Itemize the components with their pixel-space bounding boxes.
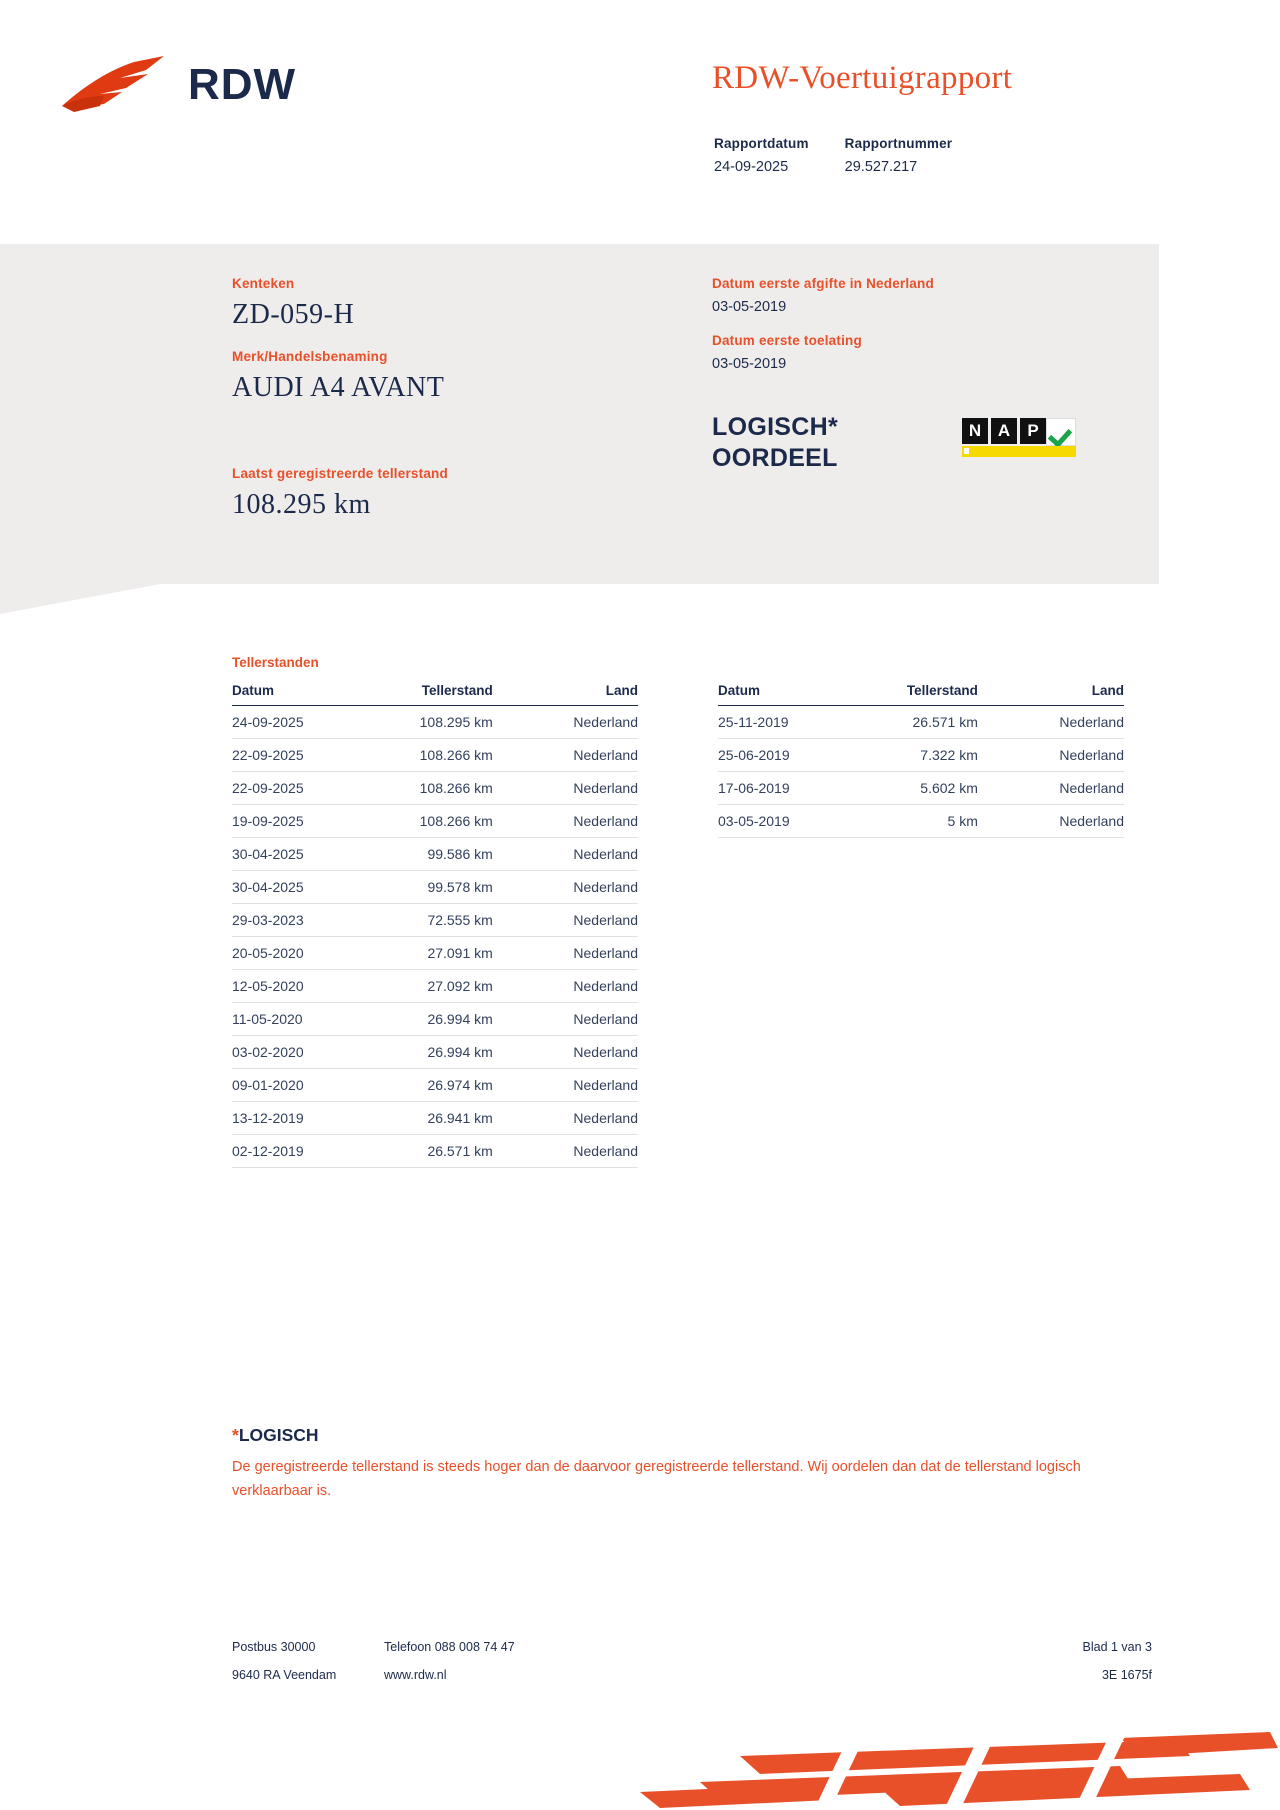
- cell-datum: 09-01-2020: [232, 1069, 349, 1102]
- cell-tellerstand: 26.994 km: [349, 1036, 533, 1069]
- nap-letters: [962, 418, 1046, 444]
- tellerstanden-title: Tellerstanden: [232, 655, 319, 670]
- cell-land: Nederland: [533, 1069, 638, 1102]
- report-number-value: 29.527.217: [844, 159, 918, 175]
- footnote-title-text: LOGISCH: [238, 1425, 319, 1445]
- eerste-toelating-value: 03-05-2019: [712, 356, 787, 372]
- nap-white-dot: [964, 448, 969, 454]
- cell-land: Nederland: [533, 1036, 638, 1069]
- cell-datum: 30-04-2025: [232, 871, 349, 904]
- table-row: [232, 904, 638, 937]
- table-row: [232, 1102, 638, 1135]
- cell-datum: 30-04-2025: [232, 838, 349, 871]
- table-row: [718, 706, 1124, 739]
- vehicle-summary-panel: [0, 244, 1159, 584]
- column-header-tellerstand: Tellerstand: [349, 679, 533, 706]
- footnote-title: [232, 1425, 1162, 1446]
- nap-letter-a: A: [991, 418, 1017, 444]
- cell-tellerstand: 27.091 km: [349, 937, 533, 970]
- cell-datum: 25-11-2019: [718, 706, 836, 739]
- column-header-land: Land: [1018, 679, 1124, 706]
- cell-tellerstand: 26.974 km: [349, 1069, 533, 1102]
- cell-land: Nederland: [533, 838, 638, 871]
- cell-land: Nederland: [533, 772, 638, 805]
- nap-yellow-bar: [962, 446, 1076, 457]
- odometer-right-body: [718, 706, 1124, 838]
- cell-tellerstand: 99.586 km: [349, 838, 533, 871]
- cell-land: Nederland: [533, 1102, 638, 1135]
- cell-land: Nederland: [533, 937, 638, 970]
- table-row: [232, 1069, 638, 1102]
- odometer-table-right: [718, 679, 1124, 838]
- table-row: [232, 871, 638, 904]
- cell-land: Nederland: [533, 904, 638, 937]
- column-header-land: Land: [533, 679, 638, 706]
- cell-datum: 20-05-2020: [232, 937, 349, 970]
- column-header-tellerstand: Tellerstand: [836, 679, 1018, 706]
- table-row: [232, 772, 638, 805]
- cell-datum: 03-05-2019: [718, 805, 836, 838]
- cell-land: Nederland: [1018, 739, 1124, 772]
- table-row: [232, 937, 638, 970]
- table-row: [718, 772, 1124, 805]
- cell-tellerstand: 72.555 km: [349, 904, 533, 937]
- footer-row-2: [232, 1668, 1152, 1682]
- cell-land: Nederland: [533, 970, 638, 1003]
- column-header-datum: Datum: [718, 679, 836, 706]
- merk-value: AUDI A4 AVANT: [232, 372, 445, 403]
- rdw-logo: [60, 50, 296, 120]
- cell-tellerstand: 5 km: [836, 805, 1018, 838]
- cell-datum: 12-05-2020: [232, 970, 349, 1003]
- report-number-block: [845, 136, 953, 175]
- odometer-table-left: [232, 679, 638, 1168]
- cell-datum: 25-06-2019: [718, 739, 836, 772]
- cell-tellerstand: 7.322 km: [836, 739, 1018, 772]
- cell-land: Nederland: [1018, 706, 1124, 739]
- vehicle-identity-column: [232, 276, 652, 521]
- table-row: [232, 970, 638, 1003]
- report-date-value: 24-09-2025: [714, 159, 789, 175]
- cell-tellerstand: 26.571 km: [349, 1135, 533, 1168]
- cell-land: Nederland: [533, 1003, 638, 1036]
- table-row: [232, 1036, 638, 1069]
- cell-datum: 13-12-2019: [232, 1102, 349, 1135]
- table-row: [718, 739, 1124, 772]
- cell-tellerstand: 108.266 km: [349, 805, 533, 838]
- footer-row-1: [232, 1640, 1152, 1654]
- panel-corner-notch: [0, 584, 160, 614]
- table-row: [718, 805, 1124, 838]
- document-footer: [232, 1640, 1152, 1696]
- cell-datum: 02-12-2019: [232, 1135, 349, 1168]
- cell-datum: 11-05-2020: [232, 1003, 349, 1036]
- cell-tellerstand: 26.571 km: [836, 706, 1018, 739]
- footer-website[interactable]: www.rdw.nl: [384, 1668, 447, 1682]
- footer-postbus: Postbus 30000: [232, 1640, 316, 1654]
- cell-tellerstand: 108.266 km: [349, 739, 533, 772]
- cell-datum: 03-02-2020: [232, 1036, 349, 1069]
- footer-page-number: Blad 1 van 3: [1082, 1640, 1152, 1654]
- cell-tellerstand: 27.092 km: [349, 970, 533, 1003]
- oordeel-block: [712, 412, 1080, 475]
- nap-letter-p: P: [1020, 418, 1046, 444]
- footer-docref: 3E 1675f: [1101, 1668, 1152, 1682]
- report-date-block: [714, 136, 809, 175]
- odometer-left-body: [232, 706, 638, 1168]
- eerste-afgifte-label: Datum eerste afgifte in Nederland: [712, 276, 934, 291]
- cell-tellerstand: 108.295 km: [349, 706, 533, 739]
- cell-tellerstand: 108.266 km: [349, 772, 533, 805]
- cell-datum: 24-09-2025: [232, 706, 349, 739]
- cell-land: Nederland: [533, 1135, 638, 1168]
- cell-tellerstand: 26.994 km: [349, 1003, 533, 1036]
- footer-decorative-stripes: [0, 1730, 1280, 1810]
- cell-datum: 22-09-2025: [232, 772, 349, 805]
- cell-tellerstand: 5.602 km: [836, 772, 1018, 805]
- kenteken-value: ZD-059-H: [232, 299, 355, 330]
- eerste-toelating-label: Datum eerste toelating: [712, 333, 862, 348]
- cell-land: Nederland: [533, 739, 638, 772]
- oordeel-text: [712, 412, 962, 475]
- cell-datum: 17-06-2019: [718, 772, 836, 805]
- cell-tellerstand: 26.941 km: [349, 1102, 533, 1135]
- footnote-block: [232, 1425, 1162, 1504]
- cell-land: Nederland: [1018, 772, 1124, 805]
- footer-plaats: 9640 RA Veendam: [232, 1668, 337, 1682]
- eerste-afgifte-value: 03-05-2019: [712, 299, 787, 315]
- vehicle-dates-column: [712, 276, 1112, 372]
- table-row: [232, 805, 638, 838]
- table-row: [232, 1135, 638, 1168]
- nap-checkmark-icon: [1046, 418, 1076, 446]
- cell-land: Nederland: [533, 805, 638, 838]
- merk-label: Merk/Handelsbenaming: [232, 349, 388, 364]
- footnote-body: De geregistreerde tellerstand is steeds hoger dan de daarvoor geregistreerde tellerstand. Wij oordelen dan dat de tellerstand logisch verklaarbaar is.: [232, 1459, 1081, 1499]
- cell-datum: 29-03-2023: [232, 904, 349, 937]
- page-title: RDW-Voertuigrapport: [712, 60, 1013, 96]
- cell-land: Nederland: [533, 871, 638, 904]
- nap-letter-n: N: [962, 418, 988, 444]
- column-header-datum: Datum: [232, 679, 349, 706]
- document-header: [0, 0, 1280, 240]
- laatste-tellerstand-value: 108.295 km: [232, 489, 371, 520]
- oordeel-line2: OORDEEL: [712, 444, 838, 473]
- kenteken-label: Kenteken: [232, 276, 295, 291]
- table-row: [232, 1003, 638, 1036]
- cell-land: Nederland: [533, 706, 638, 739]
- table-row: [232, 838, 638, 871]
- cell-datum: 19-09-2025: [232, 805, 349, 838]
- report-date-label: Rapportdatum: [714, 136, 809, 151]
- rdw-logo-text: RDW: [188, 60, 297, 109]
- oordeel-line1: LOGISCH*: [712, 413, 839, 441]
- footer-telefoon: Telefoon 088 008 74 47: [384, 1640, 515, 1654]
- nap-badge-icon: [962, 418, 1080, 458]
- cell-datum: 22-09-2025: [232, 739, 349, 772]
- laatste-tellerstand-label: Laatst geregistreerde tellerstand: [232, 466, 448, 481]
- table-row: [232, 739, 638, 772]
- table-header-row: [718, 679, 1124, 706]
- cell-tellerstand: 99.578 km: [349, 871, 533, 904]
- report-number-label: Rapportnummer: [844, 136, 953, 151]
- report-meta: [714, 136, 952, 175]
- table-row: [232, 706, 638, 739]
- rdw-logo-icon: [60, 50, 170, 120]
- cell-land: Nederland: [1018, 805, 1124, 838]
- footnote-star: *: [232, 1425, 239, 1445]
- table-header-row: [232, 679, 638, 706]
